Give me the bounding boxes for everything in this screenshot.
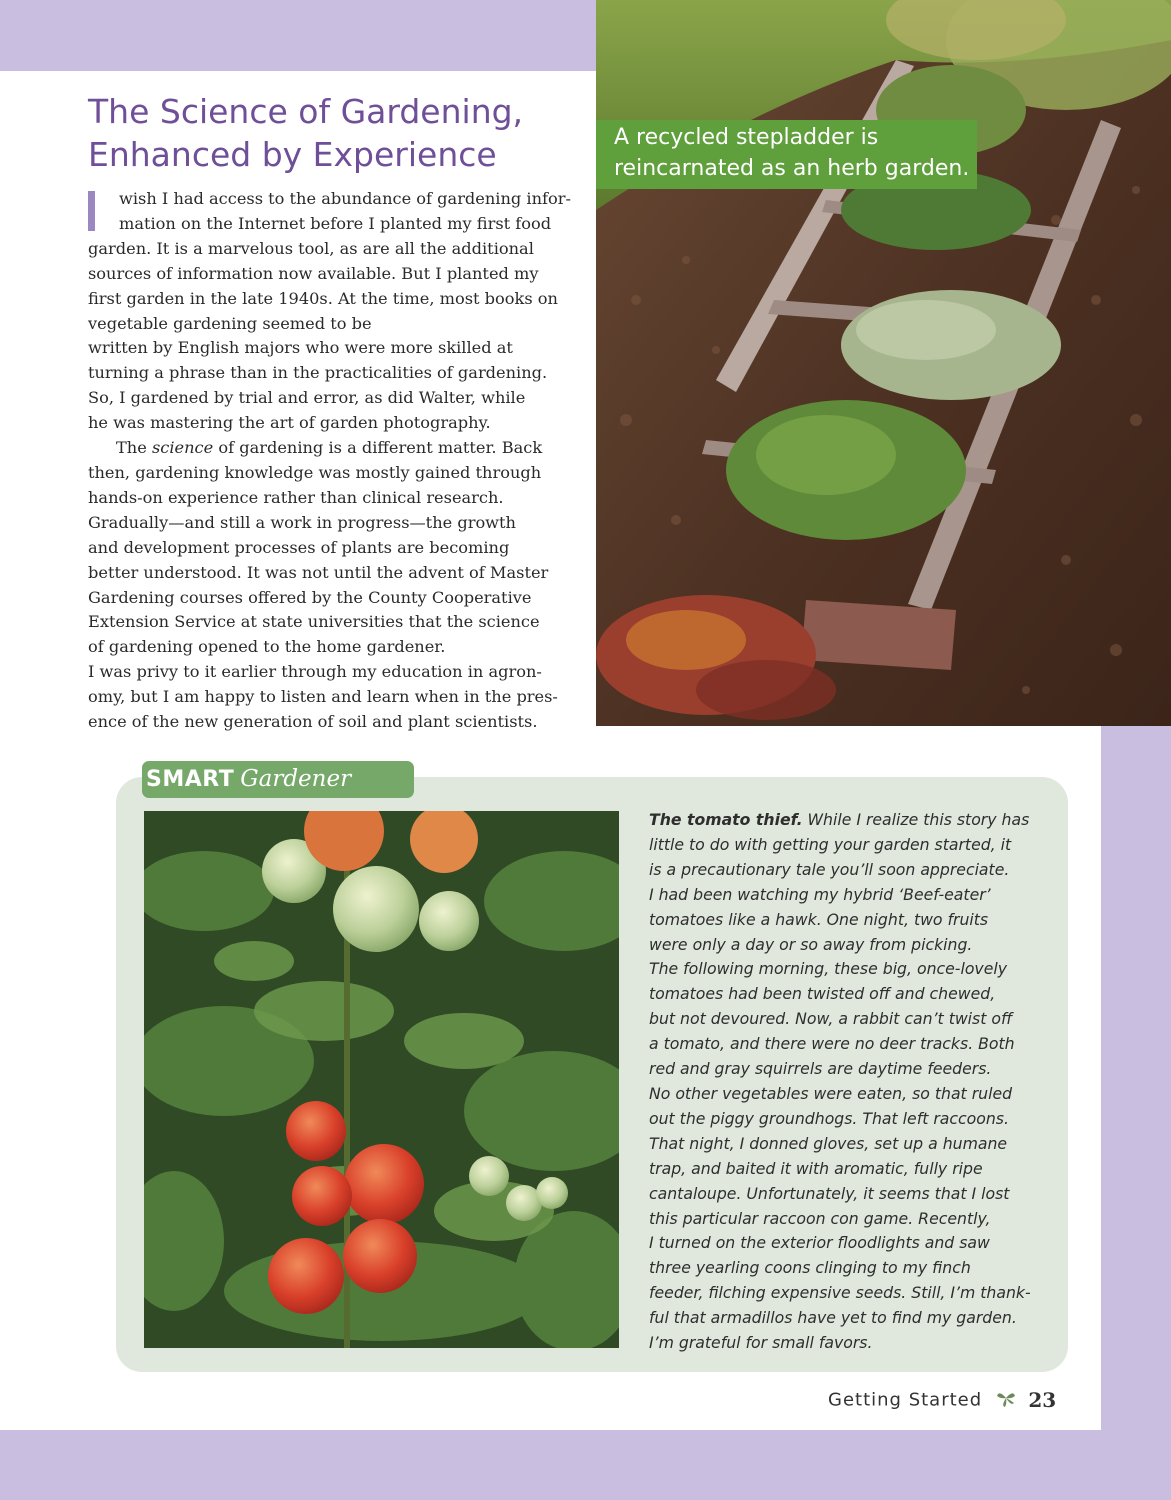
body-line: ful that armadillos have yet to find my garden.: [649, 1308, 1017, 1328]
body-line: were only a day or so away from picking.: [649, 934, 973, 954]
body-line: [88, 436, 558, 461]
body-line: No other vegetables were eaten, so that ruled: [649, 1083, 1013, 1103]
body-line: tomatoes had been twisted off and chewed,: [649, 984, 996, 1004]
body-line: Extension Service at state universities that the science: [88, 612, 540, 632]
body-line: The following morning, these big, once-lovely: [649, 959, 1007, 979]
body-line: I’m grateful for small favors.: [649, 1333, 873, 1353]
body-line: omy, but I am happy to listen and learn when in the pres-: [88, 687, 558, 707]
body-line: this particular raccoon con game. Recently,: [649, 1208, 991, 1228]
story-lead: The tomato thief.: [649, 810, 803, 829]
body-line: I turned on the exterior floodlights and saw: [649, 1233, 990, 1253]
body-line: red and gray squirrels are daytime feeders.: [649, 1059, 992, 1079]
smart-gardener-tab: [142, 761, 414, 798]
body-line: and development processes of plants are becoming: [88, 537, 510, 557]
body-line: tomatoes like a hawk. One night, two fruits: [649, 909, 989, 929]
body-line: but not devoured. Now, a rabbit can’t twist off: [649, 1009, 1013, 1029]
title-line: The Science of Gardening,: [88, 92, 524, 131]
body-line: I was privy to it earlier through my education in agron-: [88, 662, 542, 682]
paragraph: [88, 187, 571, 436]
body-line: Gradually—and still a work in progress—the growth: [88, 512, 516, 532]
body-line: wish I had access to the abundance of gardening infor-: [119, 189, 571, 208]
title-line: Enhanced by Experience: [88, 135, 497, 174]
photo-caption: [596, 120, 977, 189]
text-span: The: [116, 438, 147, 458]
body-line: first garden in the late 1940s. At the time, most books on: [88, 288, 558, 308]
leaf-ornament-icon: [995, 1388, 1017, 1412]
body-line: little to do with getting your garden started, it: [649, 834, 1012, 854]
body-line: vegetable gardening seemed to be: [88, 313, 372, 333]
caption-line: reincarnated as an herb garden.: [614, 156, 970, 181]
bottom-lavender-band: [0, 1430, 1171, 1500]
body-line: hands-on experience rather than clinical research.: [88, 487, 504, 507]
body-line: [649, 808, 1049, 833]
body-line: trap, and baited it with aromatic, fully ripe: [649, 1158, 983, 1178]
article-body: [88, 187, 571, 735]
tab-label-italic: Gardener: [240, 766, 352, 792]
paragraph: [88, 436, 558, 735]
body-line: of gardening opened to the home gardener.: [88, 637, 446, 657]
body-line: a tomato, and there were no deer tracks. Both: [649, 1034, 1015, 1054]
text-span: of gardening is a different matter. Back: [218, 438, 543, 458]
body-line: written by English majors who were more skilled at: [88, 338, 513, 358]
sidebar-story: [649, 808, 1049, 1356]
caption-line: A recycled stepladder is: [614, 125, 879, 150]
body-line: turning a phrase than in the practicalities of gardening.: [88, 363, 548, 383]
right-lavender-band: [1101, 726, 1171, 1434]
body-line: garden. It is a marvelous tool, as are all the additional: [88, 238, 534, 258]
body-line: sources of information now available. But I planted my: [88, 263, 539, 283]
tab-label-bold: SMART: [146, 767, 235, 792]
body-line: mation on the Internet before I planted my first food: [119, 213, 552, 233]
section-name: Getting Started: [828, 1389, 983, 1411]
tomato-plant-photo: [144, 811, 619, 1348]
page-footer: [828, 1388, 1078, 1418]
body-line: So, I gardened by trial and error, as did Walter, while: [88, 388, 526, 408]
body-line: out the piggy groundhogs. That left raccoons.: [649, 1108, 1009, 1128]
body-line: feeder, filching expensive seeds. Still, I’m thank-: [649, 1283, 1031, 1303]
emphasis: science: [151, 438, 214, 458]
article-title: [88, 90, 588, 176]
body-line: is a precautionary tale you’ll soon appreciate.: [649, 859, 1010, 879]
body-line: he was mastering the art of garden photography.: [88, 413, 491, 433]
page-number: 23: [1028, 1388, 1057, 1412]
body-line: better understood. It was not until the advent of Master: [88, 562, 549, 582]
top-left-lavender-band: [0, 0, 596, 71]
body-line: ence of the new generation of soil and plant scientists.: [88, 712, 538, 732]
body-line: cantaloupe. Unfortunately, it seems that I lost: [649, 1183, 1010, 1203]
body-line: three yearling coons clinging to my finch: [649, 1258, 971, 1278]
herb-garden-photo: [596, 0, 1171, 726]
body-line: I had been watching my hybrid ‘Beef-eater’: [649, 884, 991, 904]
text-span: While I realize this story has: [807, 810, 1030, 829]
body-line: Gardening courses offered by the County Cooperative: [88, 587, 532, 607]
body-line: That night, I donned gloves, set up a humane: [649, 1133, 1008, 1153]
body-line: then, gardening knowledge was mostly gained through: [88, 462, 542, 482]
